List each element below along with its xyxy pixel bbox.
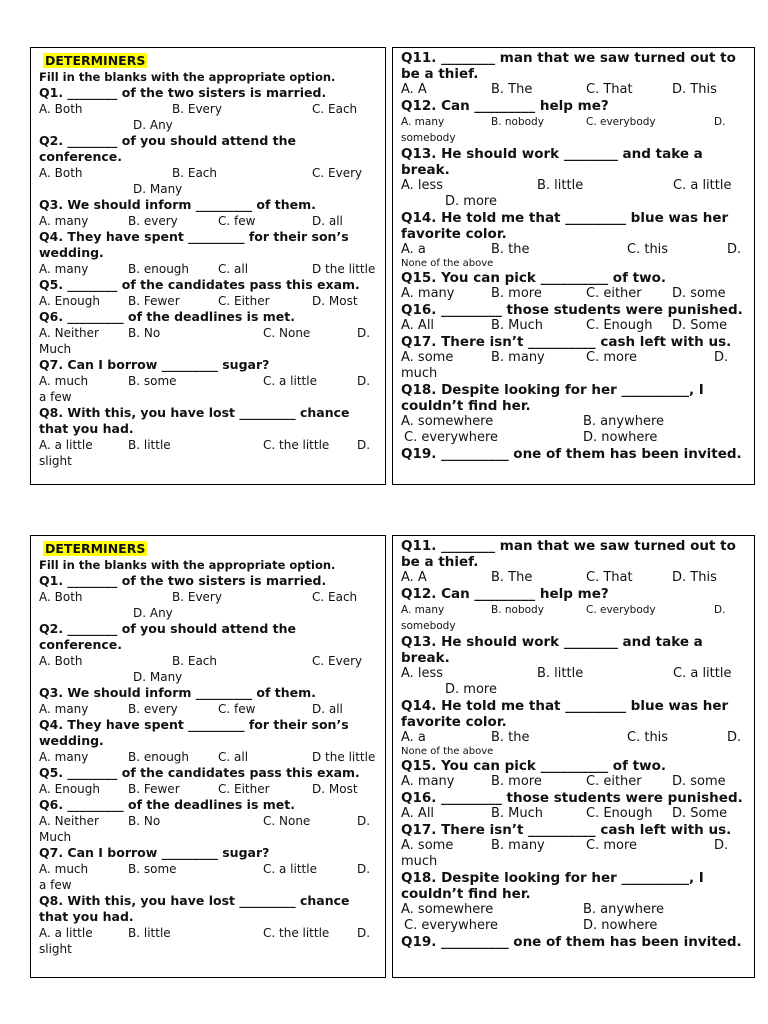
option: D. Some: [672, 318, 728, 333]
option: D. Most: [312, 782, 358, 796]
option: B. little: [128, 438, 171, 452]
question: Q18. Despite looking for her __________, I couldn’t find her.: [401, 382, 704, 414]
option: B. more: [491, 774, 542, 789]
option: A. a little: [39, 926, 93, 940]
options: [39, 325, 379, 357]
option: C. None: [263, 326, 311, 340]
option: C. Every: [312, 166, 363, 180]
option: C. all: [218, 262, 249, 276]
option-note: None of the above: [401, 746, 494, 757]
question: Q2. ________ of you should attend the conference.: [39, 133, 296, 164]
options: [39, 165, 379, 197]
option: C. Either: [218, 294, 270, 308]
question: Q7. Can I borrow _________ sugar?: [39, 357, 270, 372]
question: Q12. Can _________ help me?: [401, 586, 609, 602]
option: D.: [714, 604, 726, 616]
option: B. the: [491, 730, 530, 745]
option: B. many: [491, 838, 545, 853]
options: [401, 114, 748, 146]
option: D. some: [672, 286, 726, 301]
option: B. the: [491, 242, 530, 257]
option: D.: [357, 814, 371, 828]
options: [39, 589, 379, 621]
question: Q5. ________ of the candidates pass this exam.: [39, 277, 360, 292]
question: Q19. __________ one of them has been invited.: [401, 934, 742, 950]
instruction: Fill in the blanks with the appropriate option.: [39, 558, 336, 572]
options: [39, 653, 379, 685]
option: B. Each: [172, 654, 217, 668]
option: A. All: [401, 318, 435, 333]
right-question-panel: [392, 47, 755, 485]
options: [401, 414, 748, 446]
option: B. little: [128, 926, 171, 940]
option: C. Every: [312, 654, 363, 668]
option: C. more: [586, 838, 638, 853]
question: Q8. With this, you have lost _________ chance that you had.: [39, 405, 350, 436]
options: [39, 749, 379, 765]
option: B. nobody: [491, 604, 544, 616]
option: A. Both: [39, 166, 83, 180]
question: Q4. They have spent _________ for their son’s wedding.: [39, 717, 349, 748]
option: somebody: [401, 620, 456, 632]
option: B. every: [128, 702, 178, 716]
option: B. some: [128, 862, 177, 876]
option: B. nobody: [491, 116, 544, 128]
option: C. Each: [312, 590, 358, 604]
option: A. many: [401, 604, 445, 616]
options: [401, 774, 748, 790]
question: Q3. We should inform _________ of them.: [39, 197, 316, 212]
option: C. few: [218, 214, 256, 228]
question: Q14. He told me that _________ blue was her favorite color.: [401, 698, 729, 730]
option: A. many: [401, 774, 455, 789]
option: B. Much: [491, 318, 544, 333]
option: B. The: [491, 570, 533, 585]
option: A. Enough: [39, 782, 100, 796]
options: [39, 813, 379, 845]
option: A. a little: [39, 438, 93, 452]
question: Q17. There isn’t __________ cash left with us.: [401, 334, 732, 350]
option: A. A: [401, 570, 427, 585]
option: D.: [357, 862, 371, 876]
question: Q15. You can pick __________ of two.: [401, 270, 666, 286]
question: Q16. _________ those students were punished.: [401, 790, 743, 806]
option: a few: [39, 390, 72, 404]
option: B. Fewer: [128, 782, 180, 796]
option: D.: [714, 116, 726, 128]
option: C. None: [263, 814, 311, 828]
option: a few: [39, 878, 72, 892]
option: A. All: [401, 806, 435, 821]
option: D.: [714, 350, 729, 365]
option: somebody: [401, 132, 456, 144]
options: [401, 838, 748, 870]
option: D the little: [312, 262, 376, 276]
option: B. enough: [128, 750, 190, 764]
option: A. much: [39, 374, 89, 388]
option: C. either: [586, 286, 642, 301]
option: B. little: [537, 666, 584, 681]
option: A. many: [401, 116, 445, 128]
option: C. a little: [263, 374, 317, 388]
question: Q14. He told me that _________ blue was her favorite color.: [401, 210, 729, 242]
question: Q5. ________ of the candidates pass this exam.: [39, 765, 360, 780]
options: [39, 861, 379, 893]
options: [39, 437, 379, 469]
instruction: Fill in the blanks with the appropriate option.: [39, 70, 336, 84]
options: [39, 925, 379, 957]
options: [401, 178, 748, 210]
question: Q11. ________ man that we saw turned out to be a thief.: [401, 538, 736, 570]
option: B. anywhere: [583, 902, 665, 917]
option: C. everybody: [586, 604, 656, 616]
option: B. little: [537, 178, 584, 193]
option: D.: [357, 438, 371, 452]
options: [39, 293, 379, 309]
option: D. all: [312, 702, 343, 716]
option: slight: [39, 454, 72, 468]
option: C. the little: [263, 926, 330, 940]
option: A. less: [401, 178, 444, 193]
option: D.: [357, 926, 371, 940]
option: C. few: [218, 702, 256, 716]
option: C. Either: [218, 782, 270, 796]
options: [401, 570, 748, 586]
options: [401, 286, 748, 302]
options: [401, 82, 748, 98]
option: A. Both: [39, 590, 83, 604]
option: B. Fewer: [128, 294, 180, 308]
question: Q7. Can I borrow _________ sugar?: [39, 845, 270, 860]
options: [39, 781, 379, 797]
option: B. enough: [128, 262, 190, 276]
options: [401, 602, 748, 634]
right-question-panel: [392, 535, 755, 978]
option: B. more: [491, 286, 542, 301]
left-question-panel: [30, 47, 386, 485]
option: D. Many: [133, 670, 183, 684]
question: Q13. He should work ________ and take a break.: [401, 146, 703, 178]
option: A. Neither: [39, 326, 99, 340]
option: B. Each: [172, 166, 217, 180]
option: Much: [39, 342, 72, 356]
question: Q12. Can _________ help me?: [401, 98, 609, 114]
option: C. everybody: [586, 116, 656, 128]
option: A. somewhere: [401, 414, 494, 429]
option: A. many: [401, 286, 455, 301]
option: C. more: [586, 350, 638, 365]
option: A. less: [401, 666, 444, 681]
option: A. some: [401, 838, 454, 853]
question: Q13. He should work ________ and take a break.: [401, 634, 703, 666]
option: D. some: [672, 774, 726, 789]
options: [401, 806, 748, 822]
option: B. Every: [172, 590, 222, 604]
option: D. Most: [312, 294, 358, 308]
option: D the little: [312, 750, 376, 764]
option: B. anywhere: [583, 414, 665, 429]
option: D. Many: [133, 182, 183, 196]
option: A. Both: [39, 102, 83, 116]
option: D.: [727, 730, 742, 745]
option: A. a: [401, 242, 426, 257]
question: Q1. ________ of the two sisters is married.: [39, 85, 327, 100]
question: Q3. We should inform _________ of them.: [39, 685, 316, 700]
option-note: None of the above: [401, 258, 494, 269]
option: C. That: [586, 82, 633, 97]
option: C. the little: [263, 438, 330, 452]
option: A. some: [401, 350, 454, 365]
option: A. many: [39, 750, 89, 764]
options: [39, 213, 379, 229]
option: B. Every: [172, 102, 222, 116]
option: C. this: [627, 730, 669, 745]
worksheet-title: DETERMINERS: [45, 541, 146, 556]
option: D. nowhere: [583, 918, 658, 933]
option: B. every: [128, 214, 178, 228]
option: C. Enough: [586, 318, 653, 333]
options: [401, 242, 748, 258]
options: [39, 373, 379, 405]
option: D.: [357, 374, 371, 388]
option: A. many: [39, 214, 89, 228]
option: A. many: [39, 702, 89, 716]
options: [39, 701, 379, 717]
option: C. a little: [673, 178, 732, 193]
option: D. more: [445, 194, 497, 209]
option: C. a little: [263, 862, 317, 876]
worksheet-title: DETERMINERS: [45, 53, 146, 68]
option: B. The: [491, 82, 533, 97]
question: Q18. Despite looking for her __________, I couldn’t find her.: [401, 870, 704, 902]
option: D. Any: [133, 118, 173, 132]
option: C. either: [586, 774, 642, 789]
option: C. Each: [312, 102, 358, 116]
question: Q19. __________ one of them has been invited.: [401, 446, 742, 462]
option: B. some: [128, 374, 177, 388]
option: D. more: [445, 682, 497, 697]
option: B. No: [128, 814, 161, 828]
option: slight: [39, 942, 72, 956]
option: D. This: [672, 570, 717, 585]
option: D. Any: [133, 606, 173, 620]
question: Q17. There isn’t __________ cash left with us.: [401, 822, 732, 838]
option: A. Both: [39, 654, 83, 668]
question: Q16. _________ those students were punished.: [401, 302, 743, 318]
option: much: [401, 366, 438, 381]
options: [401, 730, 748, 746]
option: Much: [39, 830, 72, 844]
option: C. everywhere: [404, 918, 498, 933]
question: Q1. ________ of the two sisters is married.: [39, 573, 327, 588]
option: D. nowhere: [583, 430, 658, 445]
question: Q6. _________ of the deadlines is met.: [39, 309, 295, 324]
option: D.: [727, 242, 742, 257]
option: C. Enough: [586, 806, 653, 821]
options: [401, 350, 748, 382]
option: D.: [357, 326, 371, 340]
question: Q4. They have spent _________ for their son’s wedding.: [39, 229, 349, 260]
option: A. somewhere: [401, 902, 494, 917]
option: much: [401, 854, 438, 869]
option: A. Neither: [39, 814, 99, 828]
option: C. a little: [673, 666, 732, 681]
option: D.: [714, 838, 729, 853]
options: [401, 666, 748, 698]
question: Q11. ________ man that we saw turned out to be a thief.: [401, 50, 736, 82]
question: Q8. With this, you have lost _________ chance that you had.: [39, 893, 350, 924]
option: C. everywhere: [404, 430, 498, 445]
option: A. much: [39, 862, 89, 876]
option: A. a: [401, 730, 426, 745]
option: A. Enough: [39, 294, 100, 308]
option: C. That: [586, 570, 633, 585]
option: D. Some: [672, 806, 728, 821]
option: D. This: [672, 82, 717, 97]
option: D. all: [312, 214, 343, 228]
option: B. No: [128, 326, 161, 340]
options: [401, 902, 748, 934]
option: B. many: [491, 350, 545, 365]
option: A. A: [401, 82, 427, 97]
left-question-panel: [30, 535, 386, 978]
question: Q6. _________ of the deadlines is met.: [39, 797, 295, 812]
option: C. this: [627, 242, 669, 257]
options: [39, 261, 379, 277]
question: Q15. You can pick __________ of two.: [401, 758, 666, 774]
options: [401, 318, 748, 334]
options: [39, 101, 379, 133]
option: C. all: [218, 750, 249, 764]
option: B. Much: [491, 806, 544, 821]
option: A. many: [39, 262, 89, 276]
question: Q2. ________ of you should attend the conference.: [39, 621, 296, 652]
